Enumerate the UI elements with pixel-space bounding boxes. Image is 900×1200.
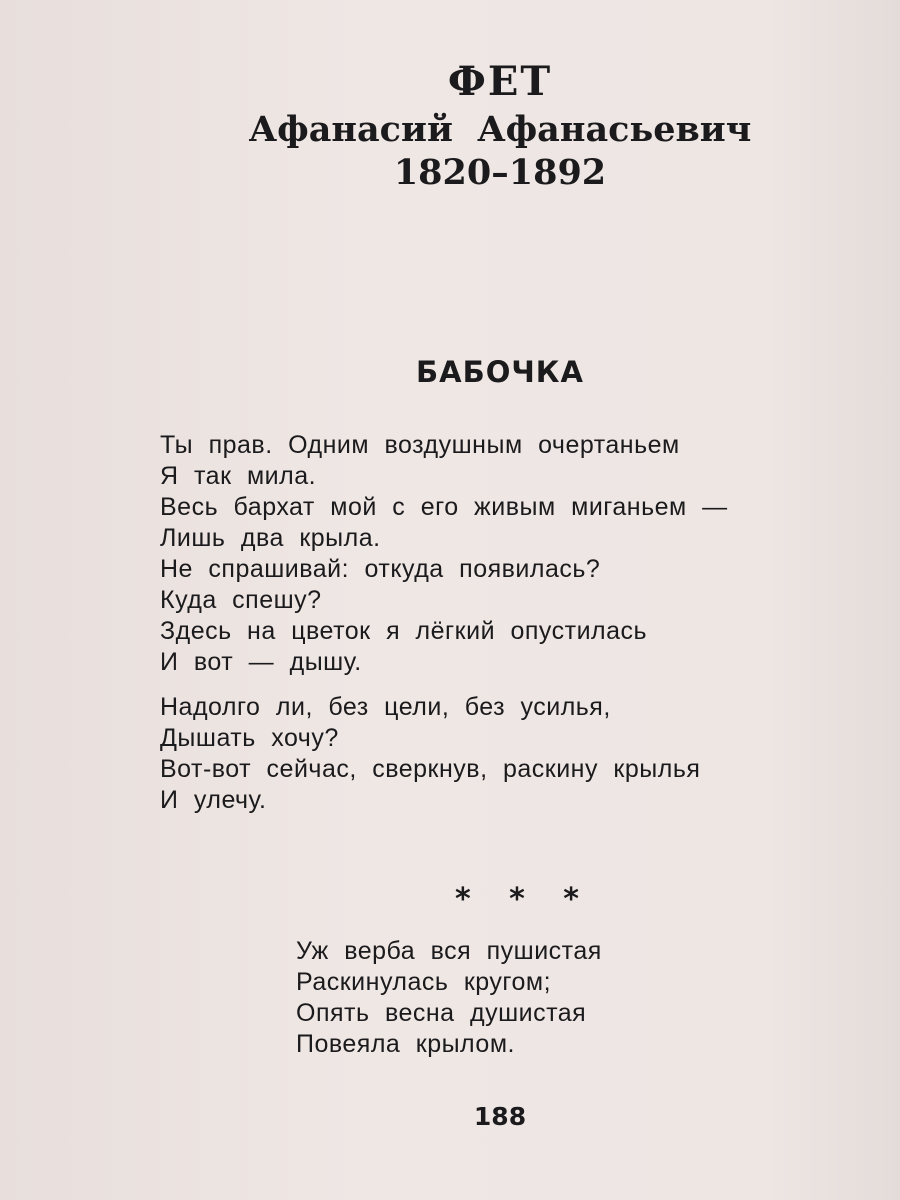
verse-line: Уж верба вся пушистая xyxy=(296,937,602,965)
second-poem-stanza xyxy=(296,936,602,1060)
verse-line: Надолго ли, без цели, без усилья, xyxy=(160,693,611,721)
verse-line: Вот-вот сейчас, сверкнув, раскину крылья xyxy=(160,755,701,783)
poem-separator: * * * xyxy=(455,882,593,917)
stanza-2 xyxy=(160,692,700,816)
stanza-1 xyxy=(160,430,728,678)
author-years: 1820–1892 xyxy=(393,152,607,193)
verse-line: Не спрашивай: откуда появилась? xyxy=(160,555,601,583)
poem-title: БАБОЧКА xyxy=(416,355,584,389)
verse-line: И улечу. xyxy=(160,786,267,814)
verse-line: Здесь на цветок я лёгкий опустилась xyxy=(160,617,648,645)
verse-line: Дышать хочу? xyxy=(160,724,339,752)
verse-line: Весь бархат мой с его живым миганьем — xyxy=(160,493,728,521)
verse-line: Раскинулась кругом; xyxy=(296,968,552,996)
verse-line: Лишь два крыла. xyxy=(160,524,381,552)
verse-line: Ты прав. Одним воздушным очертаньем xyxy=(160,431,680,459)
page-number: 188 xyxy=(473,1102,527,1131)
verse-line: Куда спешу? xyxy=(160,586,322,614)
verse-line: Повеяла крылом. xyxy=(296,1030,515,1058)
verse-line: Я так мила. xyxy=(160,462,317,490)
verse-line: И вот — дышу. xyxy=(160,648,362,676)
verse-line: Опять весна душистая xyxy=(296,999,587,1027)
author-surname: ФЕТ xyxy=(447,58,553,105)
author-fullname: Афанасий Афанасьевич xyxy=(248,109,752,150)
